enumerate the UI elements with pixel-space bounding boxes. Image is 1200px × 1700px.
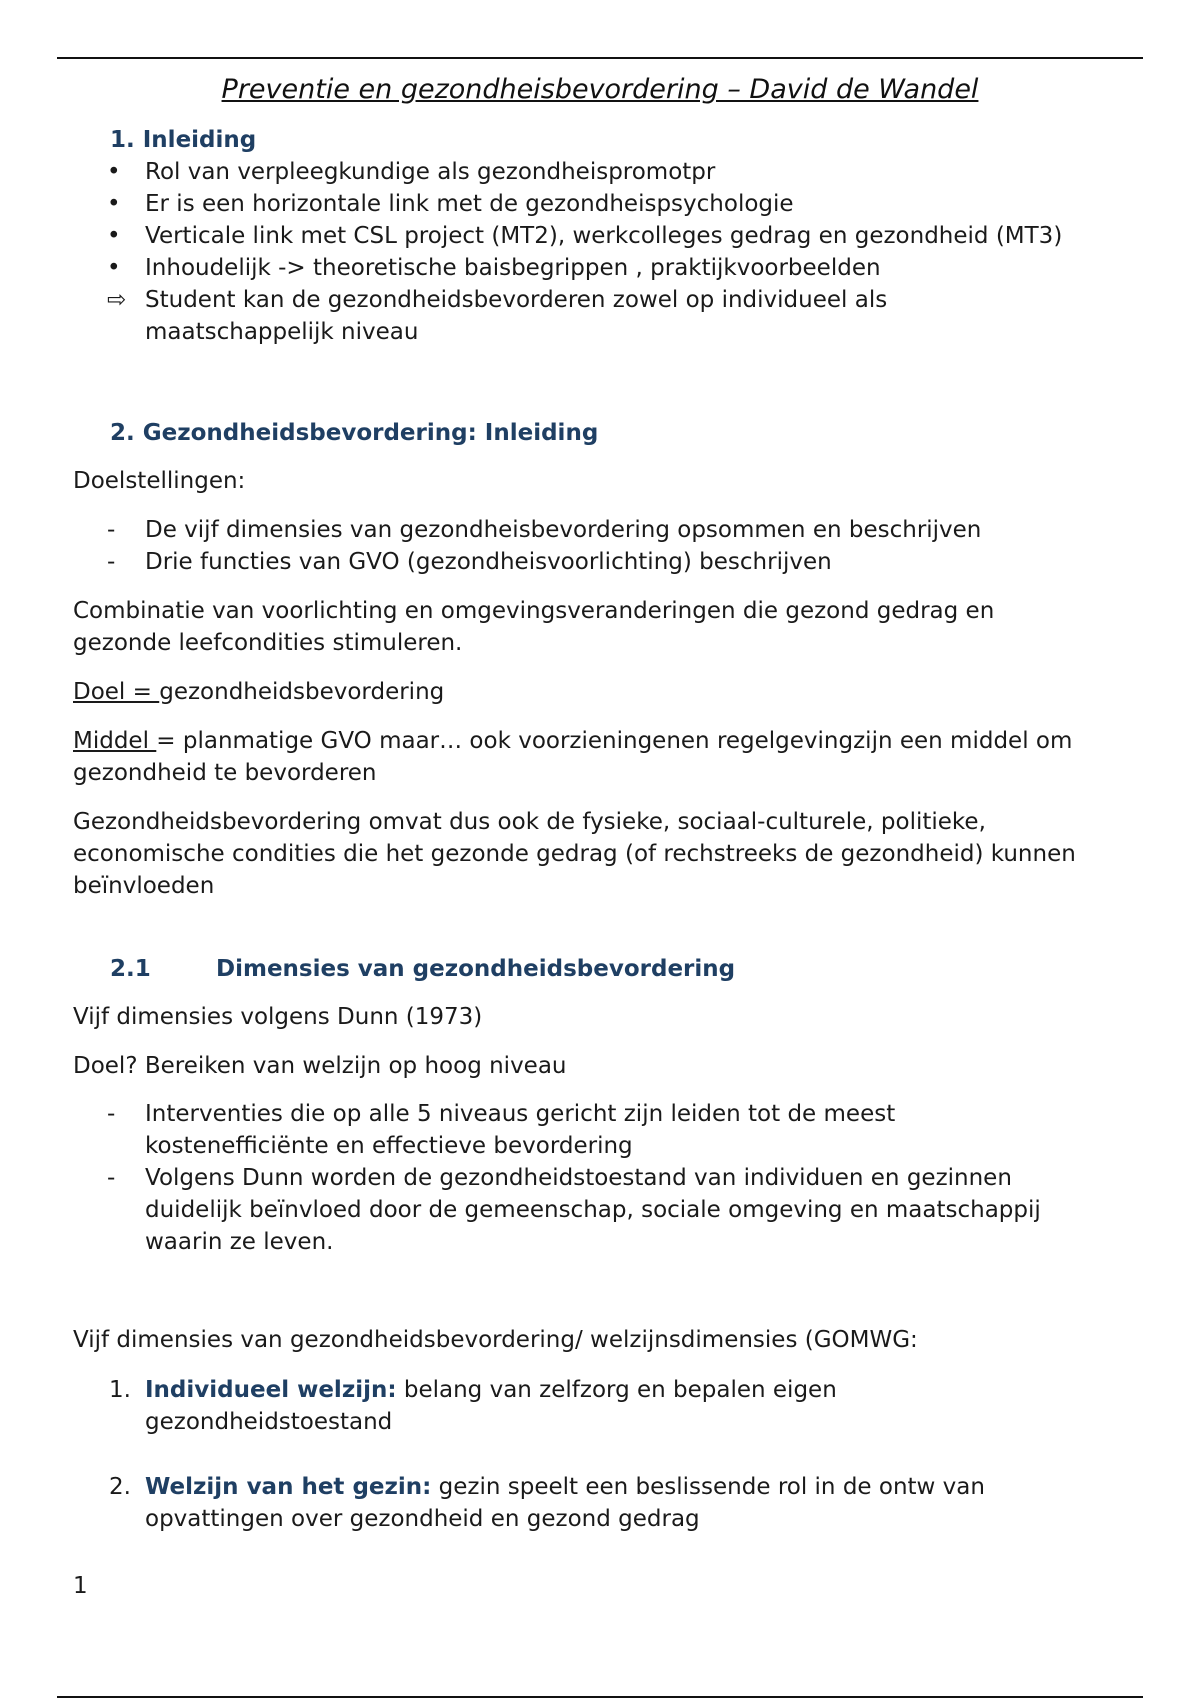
middel-definition: Middel = planmatige GVO maar… ook voorzieningenen regelgevingzijn een middel om gezondheid te bevorderen bbox=[73, 728, 1073, 786]
dimension-term: Individueel welzijn: bbox=[145, 1377, 397, 1403]
list-item: - Drie functies van GVO (gezondheisvoorlichting) beschrijven bbox=[73, 546, 1133, 578]
bullet-dot-icon: • bbox=[107, 191, 121, 217]
list-item: - De vijf dimensies van gezondheisbevordering opsommen en beschrijven bbox=[73, 514, 1133, 546]
dunn-line: Vijf dimensies volgens Dunn (1973) bbox=[73, 1004, 483, 1030]
list-item: - Volgens Dunn worden de gezondheidstoestand van individuen en gezinnen duidelijk beïnvloed door de gemeenschap, sociale omgeving en maatschappij waarin ze leven. bbox=[73, 1162, 1133, 1258]
list-item: • Verticale link met CSL project (MT2), werkcolleges gedrag en gezondheid (MT3) bbox=[73, 220, 1133, 252]
section-2-1-heading: Dimensies van gezondheidsbevordering bbox=[216, 956, 736, 982]
list-item: • Inhoudelijk -> theoretische baisbegrippen , praktijkvoorbeelden bbox=[73, 252, 1133, 284]
bullet-dot-icon: • bbox=[107, 255, 121, 281]
section-2-heading: 2. Gezondheidsbevordering: Inleiding bbox=[110, 420, 599, 446]
middel-label: Middel bbox=[73, 728, 157, 754]
section-1-bullet-list bbox=[73, 156, 1133, 348]
list-item: • Er is een horizontale link met de gezondheispsychologie bbox=[73, 188, 1133, 220]
dimension-number: 2. bbox=[109, 1474, 131, 1500]
dunn-points-list bbox=[73, 1098, 1133, 1258]
bullet-dot-icon: • bbox=[107, 223, 121, 249]
bottom-rule bbox=[57, 1696, 1143, 1698]
dimension-number: 1. bbox=[109, 1377, 131, 1403]
section-1-heading: 1. Inleiding bbox=[110, 127, 257, 153]
dash-icon: - bbox=[107, 549, 116, 575]
section-2-1-number: 2.1 bbox=[110, 956, 151, 982]
dimensions-intro: Vijf dimensies van gezondheidsbevordering/ welzijnsdimensies (GOMWG: bbox=[73, 1327, 918, 1353]
goals-list bbox=[73, 514, 1133, 578]
dimension-item-1: 1. Individueel welzijn: belang van zelfzorg en bepalen eigen gezondheidstoestand bbox=[73, 1374, 1133, 1438]
arrow-right-icon: ⇨ bbox=[107, 287, 127, 313]
goals-label: Doelstellingen: bbox=[73, 468, 246, 494]
bullet-dot-icon: • bbox=[107, 159, 121, 185]
document-title: Preventie en gezondheisbevordering – David de Wandel bbox=[221, 74, 979, 105]
list-item: • Rol van verpleegkundige als gezondheispromotpr bbox=[73, 156, 1133, 188]
dimension-term: Welzijn van het gezin: bbox=[145, 1474, 432, 1500]
dash-icon: - bbox=[107, 1101, 116, 1127]
list-item: ⇨ Student kan de gezondheidsbevorderen zowel op individueel als maatschappelijk niveau bbox=[73, 284, 1133, 348]
doel-label: Doel = bbox=[73, 679, 160, 705]
aim-line: Doel? Bereiken van welzijn op hoog niveau bbox=[73, 1053, 567, 1079]
page-number: 1 bbox=[73, 1573, 88, 1599]
doel-definition: Doel = gezondheidsbevordering bbox=[73, 679, 445, 705]
dimension-item-2: 2. Welzijn van het gezin: gezin speelt een beslissende rol in de ontw van opvattingen over gezondheid en gezond gedrag bbox=[73, 1471, 1133, 1535]
scope-paragraph: Gezondheidsbevordering omvat dus ook de fysieke, sociaal-culturele, politieke, economische condities die het gezonde gedrag (of rechstreeks de gezondheid) kunnen beïnvloeden bbox=[73, 809, 1076, 899]
dash-icon: - bbox=[107, 517, 116, 543]
combination-paragraph: Combinatie van voorlichting en omgevingsveranderingen die gezond gedrag en gezonde leefcondities stimuleren. bbox=[73, 598, 995, 656]
list-item: - Interventies die op alle 5 niveaus gericht zijn leiden tot de meest kostenefficiënte en effectieve bevordering bbox=[73, 1098, 1133, 1162]
dash-icon: - bbox=[107, 1165, 116, 1191]
top-rule bbox=[57, 57, 1143, 59]
